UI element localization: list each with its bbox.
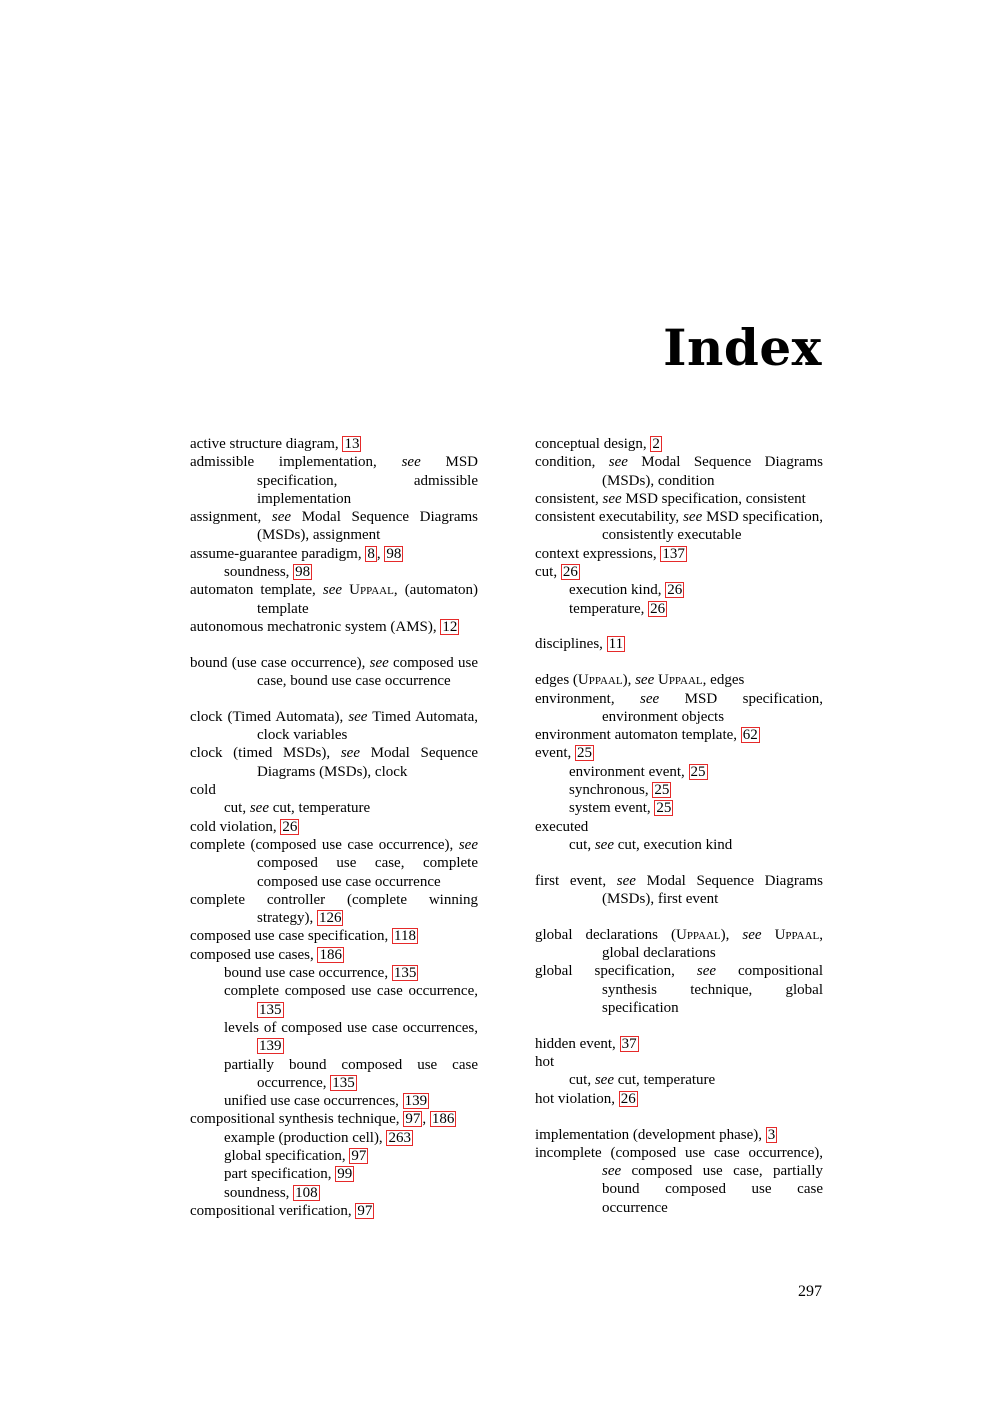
index-entry (535, 490, 823, 508)
entry-text: MSD specification, environment objects (602, 690, 823, 725)
entry-text: MSD specification, consistently executable (602, 509, 823, 544)
entry-text: cut, temperature (613, 1072, 716, 1089)
entry-text: cold violation, (190, 818, 281, 835)
page-ref-link[interactable]: 26 (282, 818, 298, 835)
entry-text: hidden event, (535, 1035, 620, 1052)
page-number: 297 (798, 1283, 822, 1300)
index-subentry (190, 982, 478, 1019)
entry-text: context expressions, (535, 545, 661, 562)
entry-text: example (production cell), (224, 1129, 387, 1146)
index-entry (190, 654, 478, 691)
index-subentry (190, 1165, 478, 1183)
index-entry (535, 545, 823, 563)
entry-text: clock (Timed Automata), (190, 708, 349, 725)
index-entry (535, 690, 823, 727)
tool-name: Uppaal (349, 582, 394, 599)
entry-text: composed use case, complete composed use case occurrence (257, 855, 478, 890)
see-reference: see (369, 654, 389, 671)
index-entry (190, 453, 478, 508)
page-ref-link[interactable]: 37 (621, 1035, 637, 1052)
letter-group-gap (190, 690, 478, 708)
index-subentry (190, 799, 478, 817)
entry-text: executed (535, 818, 589, 835)
entry-text: admissible implementation, (190, 454, 402, 471)
entry-text: edges ( (535, 672, 578, 689)
page-ref-link[interactable]: 62 (742, 727, 758, 744)
see-reference: see (340, 745, 360, 762)
page-ref-link[interactable]: 118 (394, 928, 416, 945)
page-ref-link[interactable]: 26 (650, 600, 666, 617)
index-entry (190, 545, 478, 563)
index-entry (535, 962, 823, 1017)
page-ref-link[interactable]: 98 (386, 545, 402, 562)
index-entry (535, 635, 823, 653)
entry-text: levels of composed use case occurrences, (224, 1019, 478, 1036)
entry-text: soundness, (224, 1184, 294, 1201)
entry-text: cut, execution kind (613, 836, 733, 853)
index-entry (190, 946, 478, 964)
index-entry (535, 726, 823, 744)
entry-text: temperature, (569, 600, 649, 617)
page-ref-link[interactable]: 25 (654, 782, 670, 799)
index-subentry (190, 563, 478, 581)
entry-text: soundness, (224, 564, 294, 581)
entry-text: environment, (535, 690, 641, 707)
letter-group-gap (535, 908, 823, 926)
page-ref-link[interactable]: 99 (337, 1166, 353, 1183)
entry-text: ), (720, 926, 743, 943)
entry-text: complete controller (complete winning strategy), (190, 891, 478, 927)
letter-group-gap (535, 618, 823, 636)
entry-text: cut, (535, 564, 561, 581)
entry-text: disciplines, (535, 636, 607, 653)
index-entry (535, 1144, 823, 1217)
entry-text: cut, (224, 800, 250, 817)
page-ref-link[interactable]: 13 (344, 436, 360, 452)
page-ref-link[interactable]: 25 (690, 763, 706, 780)
index-entry (535, 1035, 823, 1053)
entry-text: automaton template, (190, 582, 323, 599)
entry-text: MSD specification, admissible implementation (257, 454, 479, 507)
entry-text: composed use case specification, (190, 928, 393, 945)
entry-text: global specification, (535, 963, 697, 980)
entry-text: assignment, (190, 509, 272, 526)
entry-text: part specification, (224, 1166, 336, 1183)
index-subentry (190, 964, 478, 982)
index-entry (190, 818, 478, 836)
entry-text: assume-guarantee paradigm, (190, 545, 366, 562)
page-ref-link[interactable]: 108 (295, 1184, 318, 1201)
entry-text: compositional synthesis technique, global specification (602, 963, 823, 1017)
page-ref-link[interactable]: 135 (393, 965, 417, 982)
entry-text: composed use case, bound use case occurrence (257, 654, 478, 690)
see-reference: see (635, 672, 655, 689)
page-ref-link[interactable]: 25 (576, 745, 592, 762)
see-reference: see (683, 509, 703, 526)
entry-text: execution kind, (569, 582, 666, 599)
index-entry (535, 1053, 823, 1071)
index-subentry (190, 1147, 478, 1165)
entry-text: cold (190, 782, 216, 799)
index-entry (190, 744, 478, 781)
page-ref-link[interactable]: 263 (388, 1129, 411, 1146)
see-reference: see (616, 872, 636, 889)
page-ref-link[interactable]: 11 (608, 636, 624, 653)
index-entry (535, 1126, 823, 1144)
index-entry (190, 1202, 478, 1220)
page-ref-link[interactable]: 8 (367, 545, 375, 562)
index-entry (190, 435, 478, 453)
entry-text: autonomous mechatronic system (AMS), (190, 618, 441, 635)
index-entry (190, 781, 478, 799)
page-ref-link[interactable]: 12 (442, 618, 458, 635)
index-entry (190, 708, 478, 745)
entry-text: unified use case occurrences, (224, 1093, 403, 1110)
index-subentry (535, 600, 823, 618)
index-entry (190, 508, 478, 545)
entry-text: complete (composed use case occurrence), (190, 836, 459, 853)
letter-group-gap (535, 654, 823, 672)
entry-text: first event, (535, 872, 617, 889)
tool-name: Uppaal (577, 672, 623, 689)
index-entry (535, 453, 823, 490)
entry-text: consistent executability, (535, 509, 684, 526)
index-entry (535, 563, 823, 581)
index-column-right (535, 435, 823, 1217)
entry-text: , global declarations (602, 926, 824, 962)
page-ref-link[interactable]: 2 (652, 436, 660, 452)
see-reference: see (696, 963, 717, 980)
index-subentry (535, 581, 823, 599)
index-entry (535, 926, 823, 963)
index-entry (535, 671, 823, 689)
entry-text: , (376, 545, 385, 562)
entry-text: global specification, (224, 1147, 350, 1164)
entry-text: event, (535, 745, 575, 762)
see-reference: see (249, 800, 269, 817)
page-ref-link[interactable]: 139 (259, 1038, 282, 1055)
index-subentry (190, 1019, 478, 1056)
tool-name: Uppaal (657, 672, 703, 689)
see-reference: see (401, 454, 421, 471)
see-reference: see (348, 708, 368, 725)
entry-text: partially bound composed use case occurrence, (224, 1056, 478, 1091)
entry-text: Modal Sequence Diagrams (MSDs), condition (602, 454, 823, 489)
entry-text: compositional verification, (190, 1202, 356, 1219)
index-entry (190, 581, 478, 618)
page-ref-link[interactable]: 26 (562, 564, 578, 581)
entry-text: synchronous, (569, 782, 653, 799)
index-entry (190, 836, 478, 891)
entry-text: clock (timed MSDs), (190, 745, 341, 762)
entry-text: hot (535, 1054, 555, 1071)
tool-name: Uppaal (774, 926, 820, 943)
entry-text: composed use cases, (190, 946, 318, 963)
index-subentry (190, 1056, 478, 1093)
entry-text: Modal Sequence Diagrams (MSDs), clock (257, 745, 479, 780)
entry-text (762, 927, 775, 943)
see-reference: see (602, 490, 622, 507)
letter-group-gap (190, 636, 478, 654)
see-reference: see (594, 1072, 614, 1089)
index-subentry (190, 1129, 478, 1147)
entry-text: compositional synthesis technique, (190, 1111, 404, 1128)
see-reference: see (742, 926, 762, 943)
page-ref-link[interactable]: 135 (332, 1074, 355, 1091)
entry-text: Timed Automata, clock variables (257, 708, 478, 744)
see-reference: see (458, 836, 478, 853)
entry-text: Modal Sequence Diagrams (MSDs), assignment (257, 509, 478, 544)
index-entry (535, 508, 823, 545)
letter-group-gap (535, 854, 823, 872)
index-entry (535, 872, 823, 909)
entry-text: ), (622, 672, 636, 689)
page-ref-link[interactable]: 97 (351, 1147, 367, 1164)
entry-text: hot violation, (535, 1090, 619, 1107)
page-ref-link[interactable]: 25 (656, 800, 672, 817)
page-ref-link[interactable]: 139 (404, 1093, 428, 1110)
page-ref-link[interactable]: 186 (319, 946, 342, 963)
index-entry (190, 891, 478, 928)
entry-text: cut, (569, 1072, 595, 1089)
entry-text: environment automaton template, (535, 727, 741, 744)
index-subentry (190, 1184, 478, 1202)
index-subentry (535, 836, 823, 854)
entry-text: , (automaton) template (257, 582, 478, 617)
entry-text: incomplete (composed use case occurrence), (535, 1144, 823, 1161)
see-reference: see (594, 836, 614, 853)
see-reference: see (322, 582, 343, 599)
page-ref-link[interactable]: 98 (295, 564, 311, 581)
entry-text: cut, (569, 836, 595, 853)
entry-text: consistent, (535, 490, 603, 507)
index-subentry (535, 763, 823, 781)
entry-text: complete composed use case occurrence, (224, 983, 478, 1000)
tool-name: Uppaal (675, 926, 721, 943)
entry-text: system event, (569, 800, 655, 817)
page-ref-link[interactable]: 97 (357, 1202, 373, 1219)
entry-text: cut, temperature (268, 800, 371, 817)
letter-group-gap (535, 1108, 823, 1126)
index-subentry (535, 799, 823, 817)
entry-text: implementation (development phase), (535, 1126, 766, 1143)
index-entry (535, 435, 823, 453)
index-entry (535, 744, 823, 762)
index-subentry (190, 1092, 478, 1110)
see-reference: see (640, 690, 660, 707)
entry-text: , (422, 1111, 430, 1128)
entry-text: global declarations ( (535, 926, 676, 943)
page-ref-link[interactable]: 186 (431, 1111, 455, 1128)
entry-text: active structure diagram, (190, 436, 343, 452)
page-ref-link[interactable]: 3 (767, 1126, 776, 1143)
see-reference: see (602, 1163, 622, 1180)
see-reference: see (271, 509, 292, 526)
page-ref-link[interactable]: 97 (405, 1111, 421, 1128)
entry-text: bound use case occurrence, (224, 965, 392, 982)
index-entry (535, 818, 823, 836)
index-entry (190, 1110, 478, 1128)
entry-text: Modal Sequence Diagrams (MSDs), first event (602, 872, 823, 908)
page-ref-link[interactable]: 26 (667, 582, 683, 599)
see-reference: see (608, 454, 628, 471)
entry-text: composed use case, partially bound composed use case occurrence (602, 1163, 823, 1216)
entry-text: , edges (702, 672, 745, 689)
entry-text: MSD specification, consistent (621, 490, 806, 507)
page-title: Index (663, 318, 822, 377)
index-subentry (535, 1071, 823, 1089)
index-column-left (190, 435, 478, 1220)
entry-text: bound (use case occurrence), (190, 654, 370, 671)
entry-text: environment event, (569, 763, 689, 780)
index-entry (190, 618, 478, 636)
entry-text: conceptual design, (535, 436, 651, 452)
index-entry (190, 927, 478, 945)
index-entry (535, 1090, 823, 1108)
index-subentry (535, 781, 823, 799)
entry-text: condition, (535, 454, 609, 471)
page-ref-link[interactable]: 26 (620, 1090, 636, 1107)
page-ref-link[interactable]: 137 (662, 545, 685, 562)
page-ref-link[interactable]: 126 (318, 910, 342, 927)
letter-group-gap (535, 1017, 823, 1035)
page-ref-link[interactable]: 135 (259, 1001, 282, 1018)
